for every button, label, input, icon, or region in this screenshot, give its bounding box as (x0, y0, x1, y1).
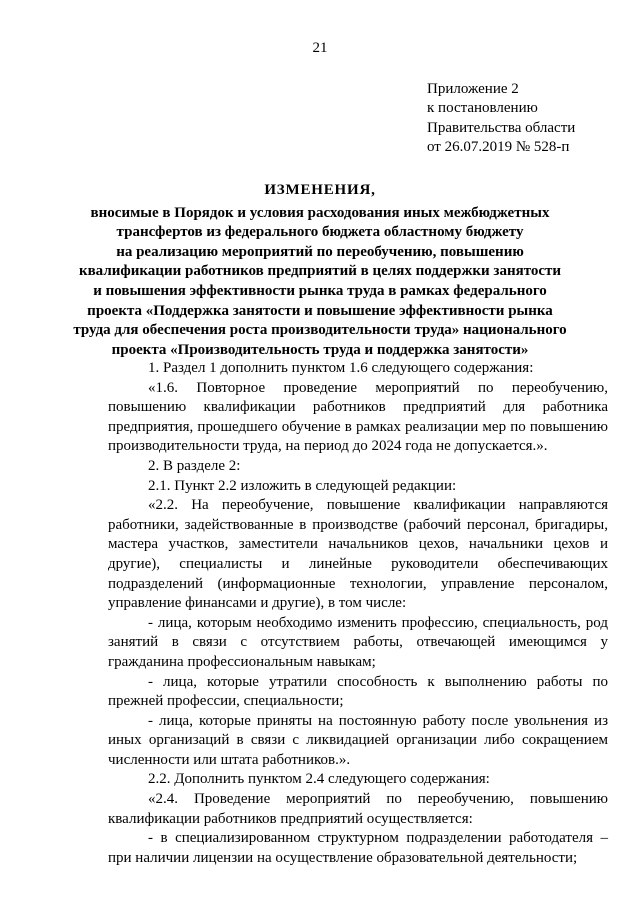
title-line: трансфертов из федерального бюджета областному бюджету (116, 224, 524, 241)
title-line: квалификации работников предприятий в целях поддержки занятости (78, 263, 562, 280)
list-item: - лица, которые утратили способность к выполнению работы по прежней профессии, специальности; (108, 673, 608, 710)
document-title (0, 181, 640, 360)
list-item: - лица, которым необходимо изменить профессию, специальность, род занятий в связи с отсутствием работы, отвечающей имеющимся у гражданина профессиональным навыкам; (108, 614, 608, 670)
title-line: труда для обеспечения роста производительности труда» национального (73, 322, 567, 339)
page-number: 21 (312, 40, 328, 56)
appendix-note (427, 80, 575, 157)
appendix-line: Правительства области (427, 119, 576, 136)
paragraph: «2.4. Проведение мероприятий по переобучению, повышению квалификации работников предприятий осуществляется: (108, 791, 608, 827)
paragraph: 2. В разделе 2: (148, 457, 241, 474)
title-line: на реализацию мероприятий по переобучению, повышению (116, 243, 524, 260)
title-line: и повышения эффективности рынка труда в рамках федерального (93, 282, 547, 299)
document-body (108, 359, 608, 868)
list-item: - в специализированном структурном подразделении работодателя – при наличии лицензии на осуществление образовательной деятельности; (108, 830, 608, 866)
title-line: проекта «Производительность труда и поддержка занятости» (111, 341, 529, 358)
paragraph: «1.6. Повторное проведение мероприятий по переобучению, повышению квалификации работников предприятий для работника предприятия, прошедшего обучение в рамках реализации мер по повышению производительности труда, на период до 2024 года не допускается.». (108, 379, 608, 455)
title-heading: ИЗМЕНЕНИЯ, (264, 182, 376, 198)
title-line: вносимые в Порядок и условия расходования иных межбюджетных (90, 204, 550, 221)
appendix-line: Приложение 2 (427, 81, 519, 97)
title-line: проекта «Поддержка занятости и повышение эффективности рынка (87, 302, 553, 319)
paragraph: «2.2. На переобучение, повышение квалификации направляются работники, задействованные в производстве (рабочий персонал, бригадиры, мастера участков, заместители начальников цехов, начальники цехов и другие), специалисты и линейные руководители обеспечивающих подразделений (информационные технологии, управление персоналом, управление финансами и другие), в том числе: (108, 497, 608, 612)
appendix-line: от 26.07.2019 № 528-п (427, 138, 570, 155)
paragraph: 2.2. Дополнить пунктом 2.4 следующего содержания: (148, 771, 490, 788)
paragraph: 1. Раздел 1 дополнить пунктом 1.6 следующего содержания: (148, 360, 534, 376)
list-item: - лица, которые приняты на постоянную работу после увольнения из иных организаций в связи с ликвидацией организации либо сокращением численности или штата работников.». (108, 712, 608, 768)
appendix-line: к постановлению (427, 100, 538, 117)
paragraph: 2.1. Пункт 2.2 изложить в следующей редакции: (148, 477, 457, 494)
